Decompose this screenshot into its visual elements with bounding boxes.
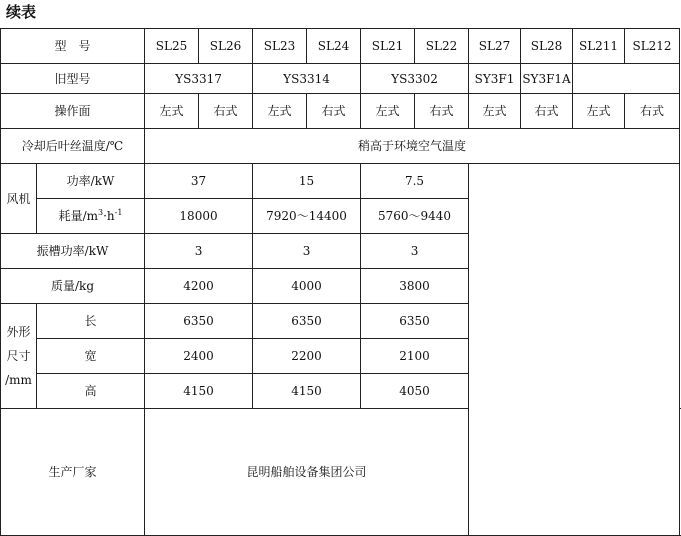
maker-cell: 昆明船舶设备集团公司 [145, 409, 469, 536]
air-volume-cell: 18000 [145, 199, 253, 234]
air-volume-cell: 7920～14400 [253, 199, 361, 234]
row-cooling-temp [1, 129, 680, 164]
height-cell: 4050 [361, 374, 469, 409]
model-cell: SL28 [521, 29, 573, 64]
model-cell: SL211 [573, 29, 625, 64]
label-fan: 风机 [1, 164, 37, 234]
row-model [1, 29, 680, 64]
height-cell: 4150 [253, 374, 361, 409]
length-cell: 6350 [145, 304, 253, 339]
old-model-cell: YS3314 [253, 64, 361, 94]
side-cell: 右式 [521, 94, 573, 129]
label-operating-side: 操作面 [1, 94, 145, 129]
row-operating-side [1, 94, 680, 129]
side-cell: 左式 [145, 94, 199, 129]
label-model: 型 号 [1, 29, 145, 64]
old-model-cell: YS3317 [145, 64, 253, 94]
vib-power-cell: 3 [253, 234, 361, 269]
label-fan-air: 耗量$/m^3\cdot h^{-1}$ [37, 199, 145, 234]
fan-power-cell: 7.5 [361, 164, 469, 199]
label-fan-power: 功率/kW [37, 164, 145, 199]
empty-block [469, 164, 680, 536]
label-dimensions: 外形 尺寸 /mm [1, 304, 37, 409]
model-cell: SL27 [469, 29, 521, 64]
mass-cell: 3800 [361, 269, 469, 304]
label-cooling-temp: 冷却后叶丝温度/℃ [1, 129, 145, 164]
side-cell: 左式 [361, 94, 415, 129]
model-cell: SL24 [307, 29, 361, 64]
vib-power-cell: 3 [361, 234, 469, 269]
side-cell: 右式 [307, 94, 361, 129]
label-mass: 质量/kg [1, 269, 145, 304]
model-cell: SL21 [361, 29, 415, 64]
side-cell: 右式 [199, 94, 253, 129]
old-model-cell: SY3F1 [469, 64, 521, 94]
spec-table [0, 28, 680, 536]
model-cell: SL26 [199, 29, 253, 64]
length-cell: 6350 [361, 304, 469, 339]
width-cell: 2100 [361, 339, 469, 374]
table-caption: 续表 [6, 3, 37, 21]
old-model-cell: SY3F1A [521, 64, 573, 94]
old-model-cell: YS3302 [361, 64, 469, 94]
fan-power-cell: 15 [253, 164, 361, 199]
label-length: 长 [37, 304, 145, 339]
side-cell: 右式 [415, 94, 469, 129]
mass-cell: 4200 [145, 269, 253, 304]
label-height: 高 [37, 374, 145, 409]
mass-cell: 4000 [253, 269, 361, 304]
label-maker: 生产厂家 [1, 409, 145, 536]
row-fan-power [1, 164, 680, 199]
width-cell: 2400 [145, 339, 253, 374]
height-cell: 4150 [145, 374, 253, 409]
model-cell: SL23 [253, 29, 307, 64]
label-width: 宽 [37, 339, 145, 374]
model-cell: SL212 [625, 29, 680, 64]
length-cell: 6350 [253, 304, 361, 339]
label-old-model: 旧型号 [1, 64, 145, 94]
model-cell: SL22 [415, 29, 469, 64]
side-cell: 右式 [625, 94, 680, 129]
old-model-cell [573, 64, 680, 94]
air-volume-cell: 5760～9440 [361, 199, 469, 234]
side-cell: 左式 [253, 94, 307, 129]
fan-power-cell: 37 [145, 164, 253, 199]
label-vib-power: 振槽功率/kW [1, 234, 145, 269]
cooling-temp-value: 稍高于环境空气温度 [145, 129, 680, 164]
model-cell: SL25 [145, 29, 199, 64]
row-old-model [1, 64, 680, 94]
width-cell: 2200 [253, 339, 361, 374]
side-cell: 左式 [573, 94, 625, 129]
side-cell: 左式 [469, 94, 521, 129]
vib-power-cell: 3 [145, 234, 253, 269]
